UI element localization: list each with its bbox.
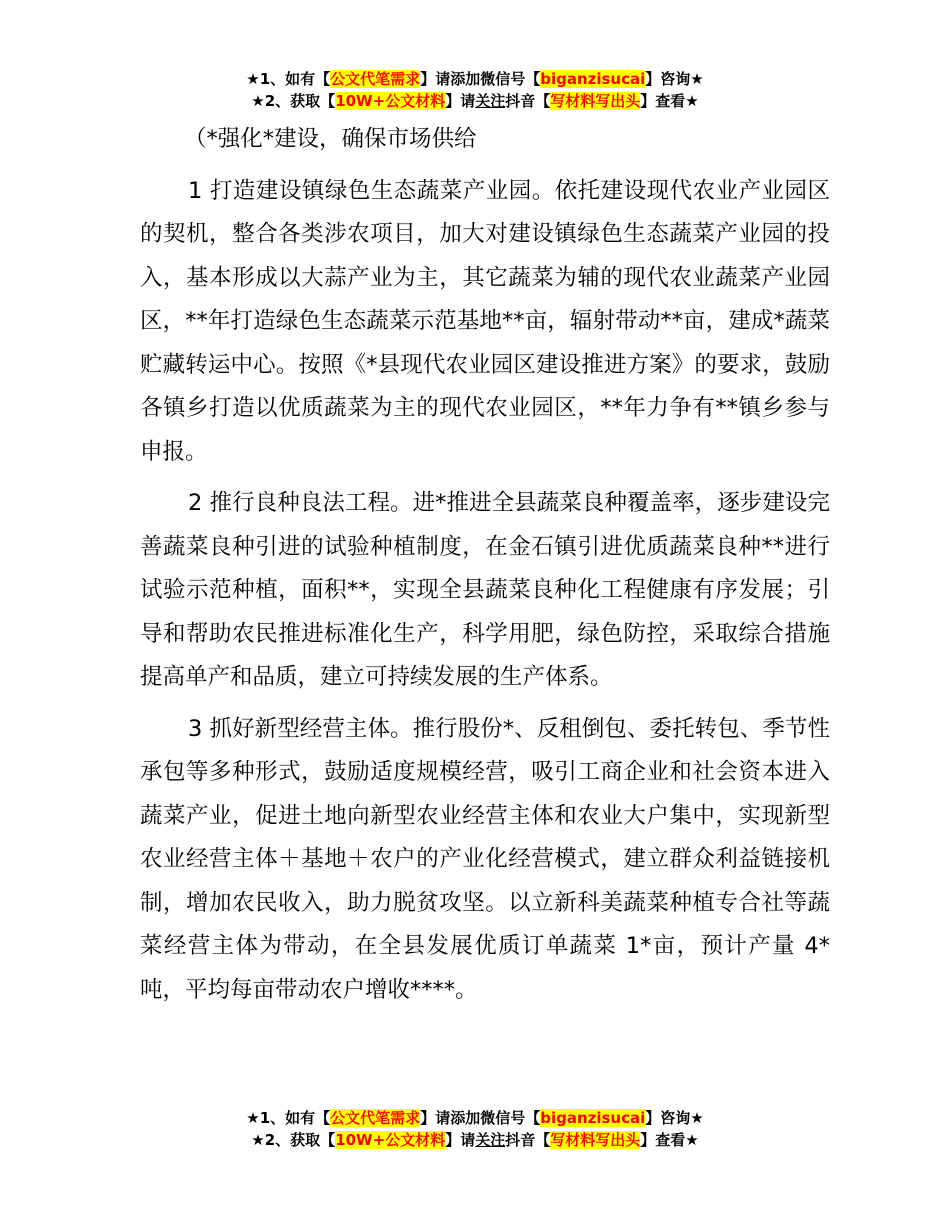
banner-highlight-douyin-account: 写材料写出头 bbox=[550, 92, 641, 110]
footer-highlight-materials: 10W+公文材料 bbox=[335, 1131, 446, 1149]
banner-highlight-materials: 10W+公文材料 bbox=[335, 92, 446, 110]
footer-banner bbox=[0, 1107, 950, 1151]
section-heading: （*强化*建设，确保市场供给 bbox=[184, 126, 477, 152]
footer-line-2-prefix: ★2、获取【 bbox=[251, 1131, 336, 1149]
document-body bbox=[140, 118, 830, 1020]
footer-line-1 bbox=[0, 1107, 950, 1129]
banner-line-2-middle-b: 抖音【 bbox=[505, 92, 551, 110]
footer-line-1-prefix: ★1、如有【 bbox=[246, 1109, 331, 1127]
footer-line-1-suffix: 】咨询★ bbox=[645, 1109, 704, 1127]
banner-line-1 bbox=[0, 68, 950, 90]
banner-highlight-wechat-id: biganzisucai bbox=[540, 70, 646, 88]
paragraph-3: 3 抓好新型经营主体。推行股份*、反租倒包、委托转包、季节性承包等多种形式，鼓励适度规模经营，吸引工商企业和社会资本进入蔬菜产业，促进土地向新型农业经营主体和农业大户集中，实现新型农业经营主体＋基地＋农户的产业化经营模式，建立群众利益链接机制，增加农民收入，助力脱贫攻坚。以立新科美蔬菜种植专合社等蔬菜经营主体为带动，在全县发展优质订单蔬菜 1*亩，预计产量 4*吨，平均每亩带动农户增收****。 bbox=[140, 715, 830, 1003]
paragraph-1: 1 打造建设镇绿色生态蔬菜产业园。依托建设现代农业产业园区的契机，整合各类涉农项目，加大对建设镇绿色生态蔬菜产业园的投入，基本形成以大蒜产业为主，其它蔬菜为辅的现代农业蔬菜产业园区，**年打造绿色生态蔬菜示范基地**亩，辐射带动**亩，建成*蔬菜贮藏转运中心。按照《*县现代农业园区建设推进方案》的要求，鼓励各镇乡打造以优质蔬菜为主的现代农业园区，**年力争有**镇乡参与申报。 bbox=[140, 177, 830, 465]
footer-line-1-middle: 】请添加微信号【 bbox=[420, 1109, 541, 1127]
banner-line-1-suffix: 】咨询★ bbox=[645, 70, 704, 88]
banner-line-2 bbox=[0, 90, 950, 112]
footer-line-2-middle-b: 抖音【 bbox=[505, 1131, 551, 1149]
banner-line-1-middle: 】请添加微信号【 bbox=[420, 70, 541, 88]
banner-line-2-middle-a: 】请 bbox=[445, 92, 476, 110]
footer-line-2-middle-a: 】请 bbox=[445, 1131, 476, 1149]
banner-underlined-follow: 关注 bbox=[475, 92, 506, 110]
banner-highlight-writing-service: 公文代笔需求 bbox=[330, 70, 421, 88]
header-banner bbox=[0, 68, 950, 112]
banner-line-2-prefix: ★2、获取【 bbox=[251, 92, 336, 110]
footer-highlight-wechat-id: biganzisucai bbox=[540, 1109, 646, 1127]
paragraph-2: 2 推行良种良法工程。进*推进全县蔬菜良种覆盖率，逐步建设完善蔬菜良种引进的试验种植制度，在金石镇引进优质蔬菜良种**进行试验示范种植，面积**，实现全县蔬菜良种化工程健康有序发展；引导和帮助农民推进标准化生产，科学用肥，绿色防控，采取综合措施提高单产和品质，建立可持续发展的生产体系。 bbox=[140, 490, 830, 690]
footer-line-2 bbox=[0, 1129, 950, 1151]
footer-line-2-suffix: 】查看★ bbox=[640, 1131, 699, 1149]
footer-highlight-douyin-account: 写材料写出头 bbox=[550, 1131, 641, 1149]
footer-highlight-writing-service: 公文代笔需求 bbox=[330, 1109, 421, 1127]
banner-line-2-suffix: 】查看★ bbox=[640, 92, 699, 110]
footer-underlined-follow: 关注 bbox=[475, 1131, 506, 1149]
banner-line-1-prefix: ★1、如有【 bbox=[246, 70, 331, 88]
